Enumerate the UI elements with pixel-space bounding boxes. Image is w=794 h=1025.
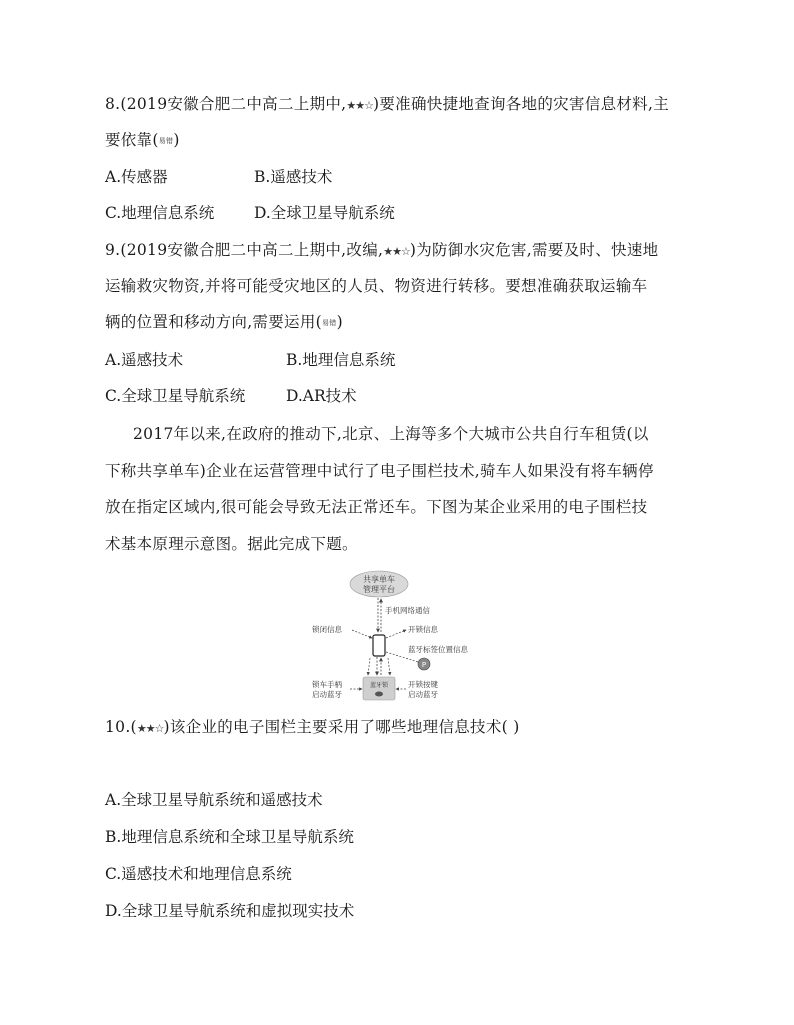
bt-tag-label: 蓝牙标签位置信息: [408, 645, 468, 654]
q10-stem: 10.(★★☆)该企业的电子围栏主要采用了哪些地理信息技术( ): [105, 718, 520, 736]
electronic-fence-diagram: [306, 568, 496, 708]
lock-info-arrow: [352, 630, 372, 638]
unlock-key-label-1: 开锁按键: [408, 680, 438, 689]
lock-handle-label-2: 启动蓝牙: [312, 690, 342, 699]
passage-line2: 下称共享单车)企业在运营管理中试行了电子围栏技术,骑车人如果没有将车辆停: [105, 462, 654, 480]
passage-line4: 术基本原理示意图。据此完成下题。: [105, 535, 358, 553]
passage-line1: 2017年以来,在政府的推动下,北京、上海等多个大城市公共自行车租赁(以: [133, 425, 649, 443]
phone-lock-link-3: [388, 658, 390, 675]
q9-option-b[interactable]: B.地理信息系统: [286, 351, 396, 369]
unlock-key-label-2: 启动蓝牙: [408, 690, 438, 699]
q10-option-b[interactable]: B.地理信息系统和全球卫星导航系统: [105, 828, 354, 846]
q9-option-c[interactable]: C.全球卫星导航系统: [105, 387, 246, 405]
error-prone-mark: 易错: [321, 319, 337, 327]
difficulty-stars-icon: ★★☆: [383, 245, 410, 258]
passage-line3: 放在指定区域内,很可能会导致无法正常还车。下图为某企业采用的电子围栏技: [105, 498, 648, 516]
q8-option-a[interactable]: A.传感器: [105, 168, 168, 186]
unlock-info-arrow: [386, 630, 406, 638]
q9-option-d[interactable]: D.AR技术: [286, 387, 357, 405]
network-label: 手机网络通信: [385, 606, 430, 615]
bluetooth-lock-label: 蓝牙锁: [369, 682, 389, 689]
platform-label-1: 共享单车: [363, 575, 395, 584]
parking-marker-label: P: [421, 661, 427, 669]
difficulty-stars-icon: ★★☆: [346, 99, 374, 112]
q10-option-a[interactable]: A.全球卫星导航系统和遥感技术: [105, 791, 323, 809]
q9-option-a[interactable]: A.遥感技术: [105, 351, 184, 369]
q8-option-b[interactable]: B.遥感技术: [254, 168, 333, 186]
q9-stem-line3: 辆的位置和移动方向,需要运用(易错): [105, 313, 343, 331]
phone-icon: [373, 635, 385, 656]
q9-stem-line1: 9.(2019安徽合肥二中高二上期中,改编,★★☆)为防御水灾危害,需要及时、快速地: [105, 241, 659, 259]
platform-label-2: 管理平台: [363, 585, 395, 594]
lock-handle-label-1: 锁车手柄: [312, 680, 342, 689]
q8-stem-line2: 要依靠(易错): [105, 131, 180, 149]
lock-keyhole-icon: [375, 692, 383, 697]
unlock-info-label: 开锁信息: [408, 625, 438, 634]
q9-stem-line2: 运输救灾物资,并将可能受灾地区的人员、物资进行转移。要想准确获取运输车: [105, 277, 648, 295]
lock-info-label: 锁闭信息: [312, 625, 342, 634]
phone-lock-link-2: [368, 658, 370, 675]
q8-option-d[interactable]: D.全球卫星导航系统: [254, 204, 395, 222]
difficulty-stars-icon: ★★☆: [136, 722, 164, 735]
q10-option-c[interactable]: C.遥感技术和地理信息系统: [105, 865, 292, 883]
error-prone-mark: 易错: [158, 137, 174, 145]
q10-option-d[interactable]: D.全球卫星导航系统和虚拟现实技术: [105, 902, 355, 920]
q8-option-c[interactable]: C.地理信息系统: [105, 204, 215, 222]
q8-stem-line1: 8.(2019安徽合肥二中高二上期中,★★☆)要准确快捷地查询各地的灾害信息材料,主: [105, 95, 669, 113]
